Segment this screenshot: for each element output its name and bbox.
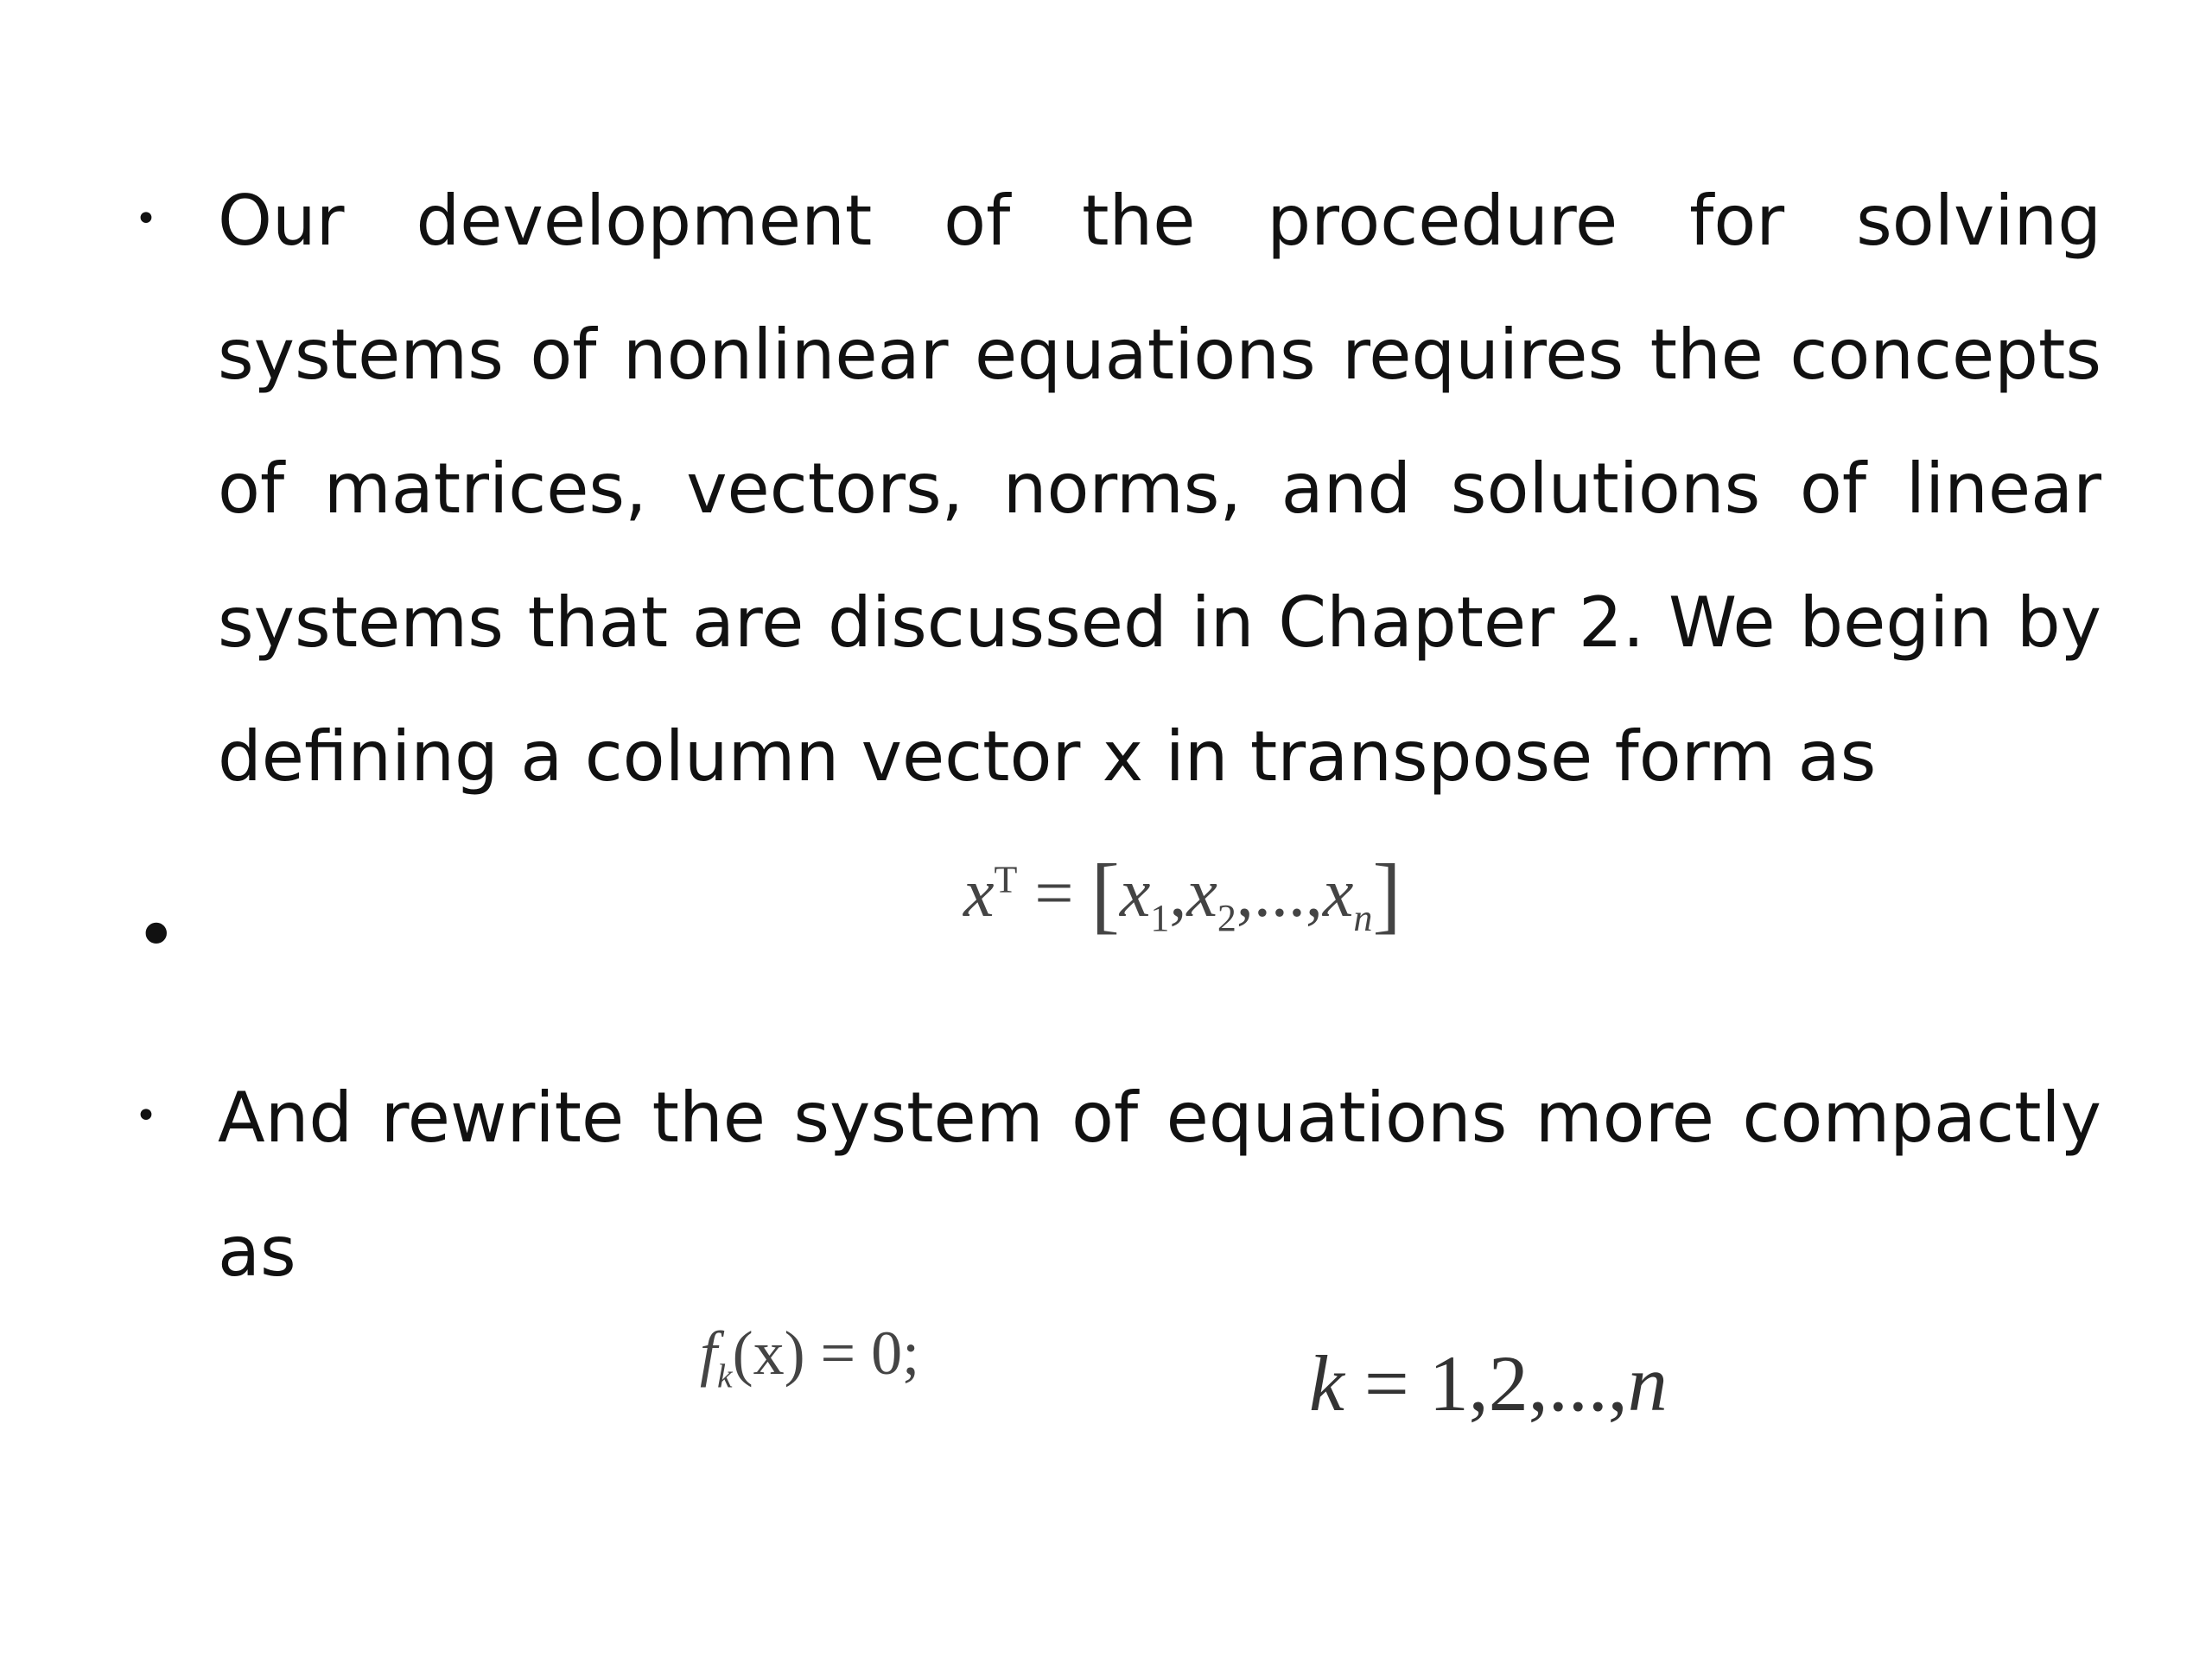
equation-range: k = 1,2,...,n (1309, 1339, 1668, 1427)
equation-transpose: $x^T = [x_1,x_2,...,x_n]$ (963, 846, 1402, 942)
bullet-marker: • (135, 197, 157, 241)
bullet-marker: • (135, 1094, 157, 1138)
equation-system: $f_k(x) = 0$; (700, 1319, 920, 1395)
bullet-marker: • (135, 893, 178, 977)
paragraph-1: Our development of the procedure for solving systems of nonlinear equations requires the concepts of matrices, vectors, norms, and solutions of linear systems that are discussed in Chapter 2. We begin by defining a column vector x in transpose form as (218, 181, 2101, 797)
paragraph-2: And rewrite the system of equations more compactly as (218, 1077, 2101, 1292)
